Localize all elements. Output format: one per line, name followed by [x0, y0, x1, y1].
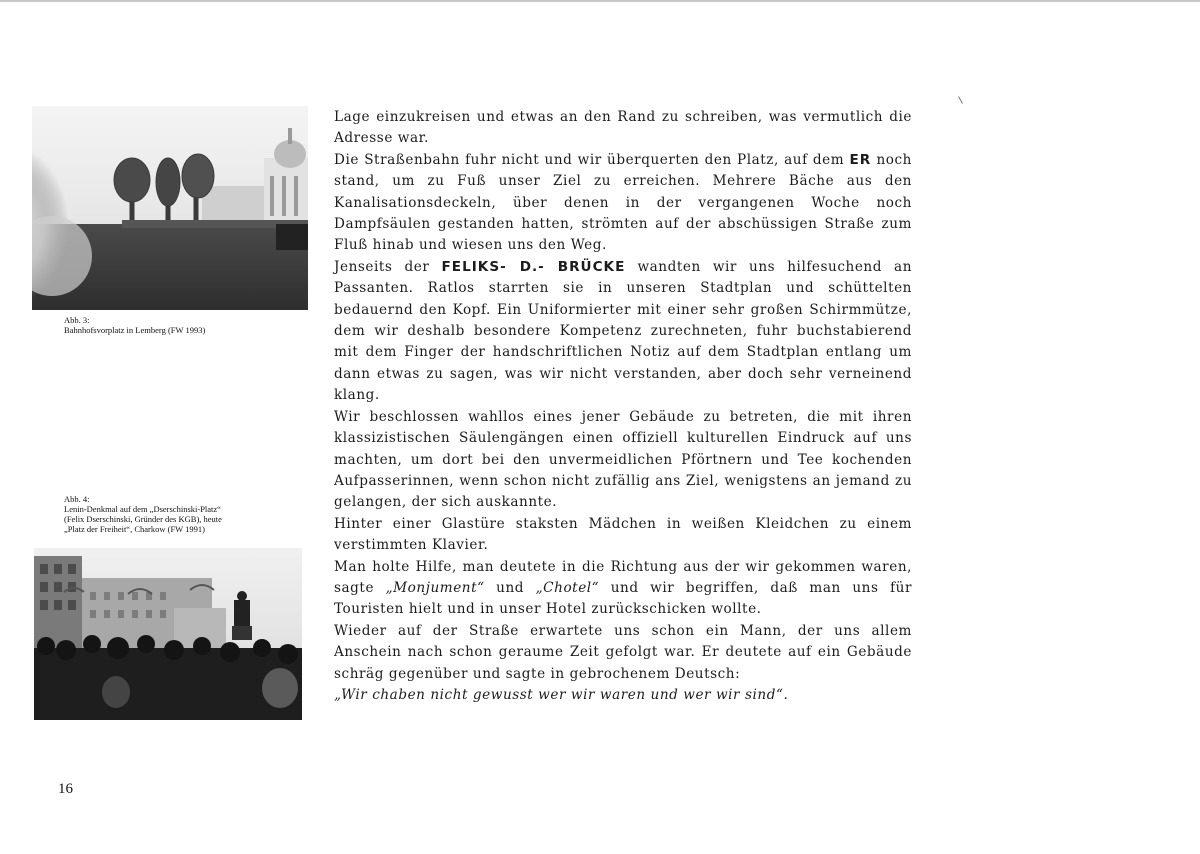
paragraph: Wir beschlossen wahllos eines jener Gebäude zu betreten, die mit ihren klassizistischen Säulengängen einen offiziell kulturellen Eindruck auf uns machten, um dort bei den unvermeidlichen Pförtnern und Tee kochenden Aufpasserinnen, wenn schon nicht zufällig ans Ziel, wenigstens an jemand zu gelangen, der sich auskannte.	[334, 408, 912, 511]
figure-3-label: Abb. 3:	[64, 315, 90, 325]
paragraph-text: und	[484, 579, 536, 596]
page-number: 16	[58, 781, 73, 797]
paragraph-text: wandten wir uns hilfesuchend an Passanten. Ratlos starrten sie in unseren Stadtplan und schüttelten bedauernd den Kopf. Ein Uniformierter mit einer sehr großen Schirmmütze, dem wir deshalb besondere Kompetenz zurechneten, fuhr buchstabierend mit dem Finger der handschriftlichen Notiz auf dem Stadtplan entlang um dann etwas zu sagen, was wir nicht verstanden, aber doch sehr verneinend klang.	[334, 258, 913, 404]
closing-quote	[334, 685, 912, 706]
body-text	[334, 107, 912, 706]
paragraph: Hinter einer Glastüre staksten Mädchen in weißen Kleidchen zu einem verstimmten Klavier.	[334, 515, 912, 554]
scan-speck	[958, 96, 963, 103]
figure-4-caption-line: (Felix Dserschinski, Gründer des KGB), heute	[64, 514, 222, 524]
quote-monjument: „Monjument“	[385, 579, 485, 596]
quote-chotel: „Chotel“	[535, 579, 600, 596]
figure-4-caption	[64, 494, 304, 534]
paragraph: Lage einzukreisen und etwas an den Rand zu schreiben, was vermutlich die Adresse war.	[334, 109, 912, 147]
closing-quote-text: „Wir chaben nicht gewusst wer wir waren und wer wir sind“.	[334, 686, 789, 703]
emphasis-bridge-name: FELIKS- D.- BRÜCKE	[441, 258, 626, 275]
figure-4-caption-line: „Platz der Freiheit“, Charkow (FW 1991)	[64, 524, 206, 534]
paragraph-text: Jenseits der	[334, 258, 442, 275]
figure-4-label: Abb. 4:	[64, 494, 90, 504]
paragraph: Wieder auf der Straße erwartete uns schon ein Mann, der uns allem Anschein nach schon geraume Zeit gefolgt war. Er deutete auf ein Gebäude schräg gegenüber und sagte in gebrochenem Deutsch:	[334, 622, 912, 682]
figure-4-caption-line: Lenin-Denkmal auf dem „Dserschinski-Platz“	[64, 504, 221, 514]
paragraph-text: Man holte Hilfe, man deutete in die Richtung aus der wir gekommen waren, sagte	[334, 558, 912, 596]
figure-4-photo	[34, 548, 302, 720]
emphasis-er: ER	[849, 151, 872, 168]
scan-edge	[0, 0, 1200, 2]
paragraph-text: und wir begriffen, daß man uns für Touristen hielt und in unser Hotel zurückschicken wollte.	[334, 579, 912, 618]
figure-3-photo	[32, 106, 308, 310]
figure-3-caption	[64, 315, 264, 335]
paragraph	[334, 150, 912, 257]
paragraph	[334, 257, 912, 407]
paragraph	[334, 557, 912, 621]
paragraph-text: noch stand, um zu Fuß unser Ziel zu erreichen. Mehrere Bäche aus den Kanalisationsdeckeln, über denen in der vergangenen Woche noch Dampfsäulen gestanden hatten, strömten auf der abschüssigen Straße zum Fluß hinab und wiesen uns den Weg.	[334, 151, 912, 254]
figure-3-caption-line: Bahnhofsvorplatz in Lemberg (FW 1993)	[64, 325, 206, 335]
paragraph-text: Die Straßenbahn fuhr nicht und wir überquerten den Platz, auf dem	[334, 151, 850, 168]
